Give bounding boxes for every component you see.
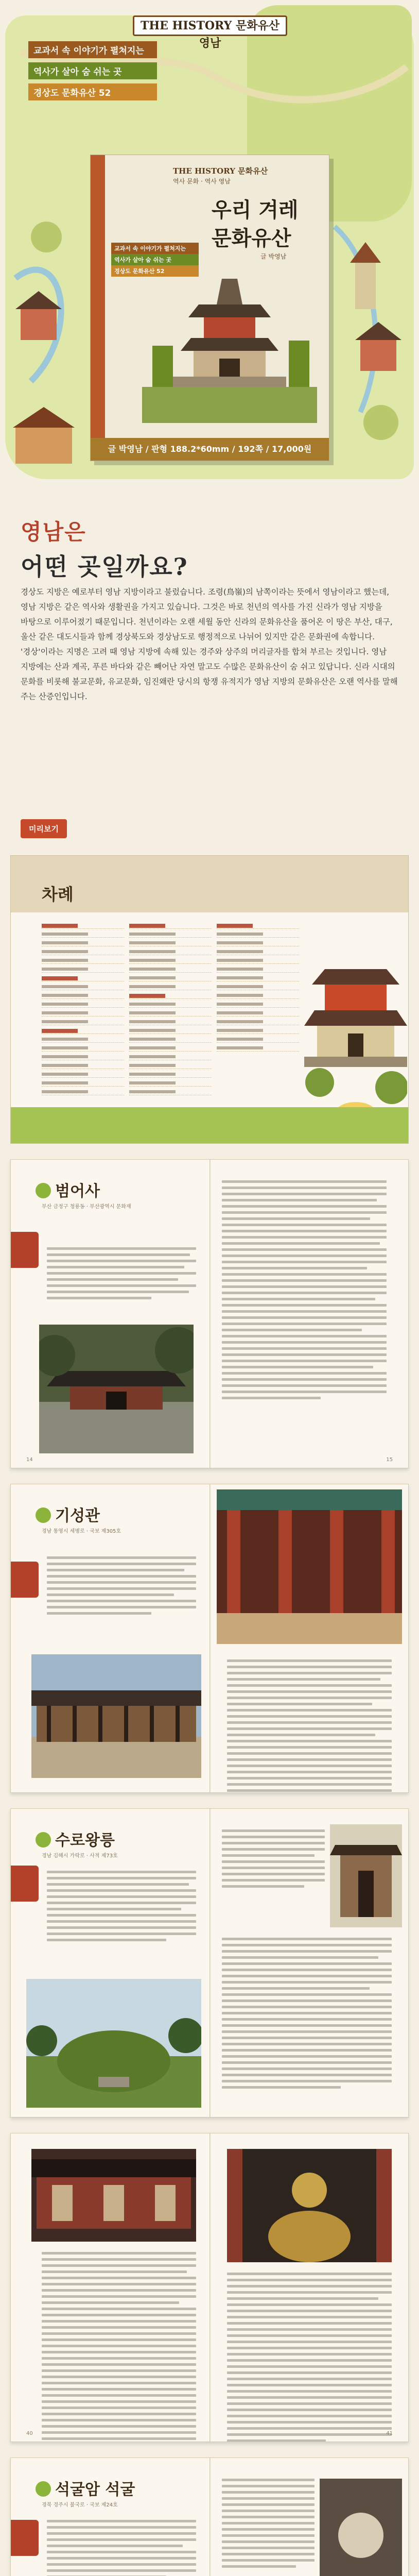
tagline-3: 경상도 문화유산 52 bbox=[28, 83, 157, 100]
preview-badge: 미리보기 bbox=[21, 819, 67, 838]
book-spine bbox=[91, 155, 105, 461]
book-series: THE HISTORY 문화유산 bbox=[173, 166, 268, 176]
book-subtitle: 역사 문화 · 역사 영남 bbox=[173, 178, 231, 185]
temple-exterior-photo bbox=[31, 2149, 196, 2242]
toc-column-1 bbox=[42, 923, 124, 1098]
toc-title: 차례 bbox=[42, 885, 74, 904]
book-author: 글 박영남 bbox=[260, 253, 287, 260]
hall-interior-photo bbox=[217, 1489, 402, 1644]
series-brand: THE HISTORY 문화유산 영남 bbox=[133, 15, 287, 36]
spread-subtitle: 경남 통영시 세병로 · 국보 제305호 bbox=[42, 1529, 121, 1534]
toc-column-2 bbox=[129, 923, 212, 1098]
book-title-line1: 우리 겨레 bbox=[212, 198, 299, 222]
book-info-caption: 글 박영남 / 판형 188.2*60mm / 192쪽 / 17,000원 bbox=[91, 438, 329, 461]
giseonggwan-photo bbox=[31, 1654, 201, 1778]
heading-line1: 영남은 bbox=[21, 519, 86, 545]
hero-cover bbox=[0, 0, 419, 502]
page-number-right: 15 bbox=[386, 1457, 393, 1463]
toc-grass-strip bbox=[11, 1107, 408, 1143]
spread-title: 범어사 bbox=[36, 1178, 100, 1201]
toc-spread bbox=[10, 855, 409, 1144]
toc-column-3 bbox=[217, 923, 299, 1054]
spread-subtitle: 부산 금정구 청룡동 · 부산광역시 문화재 bbox=[42, 1204, 131, 1210]
book-title-line2: 문화유산 bbox=[212, 226, 291, 250]
heading-line2: 어떤 곳일까요? bbox=[21, 553, 188, 581]
spread-beomeosa bbox=[10, 1159, 409, 1468]
tomb-gate-photo bbox=[330, 1824, 402, 1927]
book-tag-1: 교과서 속 이야기가 펼쳐지는 bbox=[111, 243, 199, 254]
spread-title: 수로왕릉 bbox=[36, 1827, 115, 1850]
spread-title: 석굴암 석굴 bbox=[36, 2477, 135, 2499]
spread-title: 기성관 bbox=[36, 1503, 100, 1526]
spread-seokguram bbox=[10, 2458, 409, 2576]
spread-temple-interior bbox=[10, 2133, 409, 2442]
book-tag-3: 경상도 문화유산 52 bbox=[111, 265, 199, 277]
beomeosa-photo bbox=[39, 1325, 194, 1453]
intro-paragraph: 경상도 지방은 예로부터 영남 지방이라고 불렀습니다. 조령(鳥嶺)의 남쪽이라는 뜻에서 영남이라고 했는데, 영남 지방은 같은 역사와 생활권을 가지고 있습니다. 그것은 바로 천년의 역사를 가진 신라가 영남 지방을 바탕으로 이루어졌기 때문입니다. 천년이라는 오랜 세월 동안 신라의 문화유산을 품어온 이 땅은 부산, 대구, 울산 같은 대도시들과 함께 경상북도와 경상남도로 행정적으로 나뉘어 있지만 같은 문화권에 속합니다. '경상'이라는 지명은 고려 때 영남 지방에 속해 있는 경주와 상주의 머리글자를 합쳐 부르는 것입니다. 영남 지방에는 산과 계곡, 푸른 바다와 같은 빼어난 자연 말고도 수많은 문화유산이 숨 쉬고 있답니다. 신라 시대의 문화를 비롯해 불교문화, 유교문화, 임진왜란 당시의 항쟁 유적지가 영남 지방의 문화유산은 오랜 역사를 말해 주는 산증인입니다. bbox=[21, 587, 398, 701]
book-cover bbox=[90, 155, 329, 461]
page-number-right: 41 bbox=[386, 2431, 393, 2436]
pagoda-illustration bbox=[142, 268, 317, 423]
buddha-statue-photo bbox=[227, 2149, 392, 2262]
tagline-2: 역사가 살아 숨 쉬는 곳 bbox=[28, 62, 157, 79]
book-tag-2: 역사가 살아 숨 쉬는 곳 bbox=[111, 254, 199, 265]
spread-suro-tomb bbox=[10, 1808, 409, 2117]
cover-taglines bbox=[28, 41, 157, 105]
section-heading bbox=[21, 515, 206, 582]
spread-giseonggwan bbox=[10, 1484, 409, 1793]
spread-subtitle: 경남 김해시 가락로 · 사적 제73호 bbox=[42, 1853, 118, 1859]
tagline-1: 교과서 속 이야기가 펼쳐지는 bbox=[28, 41, 157, 58]
royal-tomb-photo bbox=[26, 1979, 201, 2108]
stone-buddha-photo bbox=[320, 2479, 402, 2576]
page-number-left: 14 bbox=[26, 1457, 33, 1463]
spread-subtitle: 경북 경주시 불국로 · 국보 제24호 bbox=[42, 2502, 118, 2508]
page-number-left: 40 bbox=[26, 2431, 33, 2436]
